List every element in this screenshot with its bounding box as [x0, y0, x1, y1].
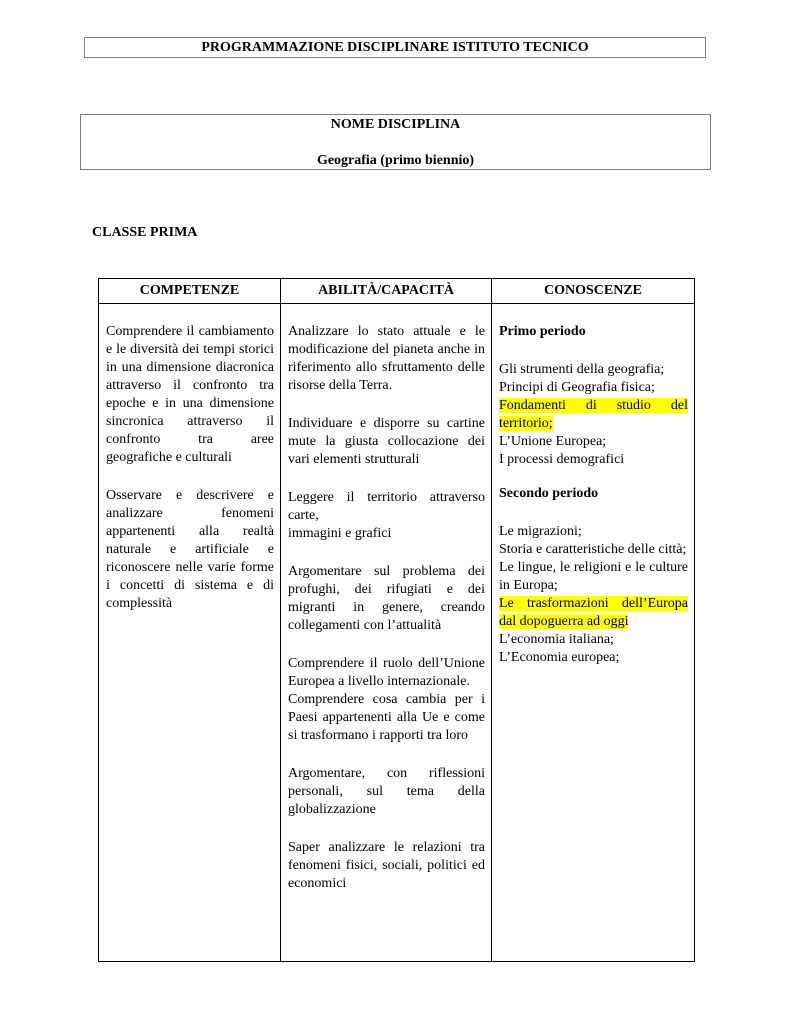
conoscenza-item: Le lingue, le religioni e le culture in Europa; [499, 560, 688, 593]
curriculum-table [98, 278, 695, 962]
subject-name: Geografia (primo biennio) [316, 153, 475, 168]
header-abilita: ABILITÀ/CAPACITÀ [281, 279, 492, 304]
period-title: Primo periodo [499, 324, 586, 339]
conoscenza-item: Principi di Geografia fisica; [499, 380, 655, 395]
competenze-cell [99, 304, 281, 962]
conoscenza-item-highlighted: Fondamenti di studio del territorio; [499, 398, 688, 431]
abilita-cell [281, 304, 492, 962]
conoscenze-cell [492, 304, 695, 962]
abilita-item: Argomentare, con riflessioni personali, sul tema della globalizzazione [288, 766, 485, 817]
conoscenza-item: L’Unione Europea; [499, 434, 607, 449]
conoscenza-item: L’Economia europea; [499, 650, 620, 665]
abilita-item: Comprendere cosa cambia per i Paesi appartenenti alla Ue e come si trasformano i rapporti tra loro [288, 692, 485, 743]
table-row [99, 304, 695, 962]
conoscenza-item: L’economia italiana; [499, 632, 614, 647]
abilita-item: Individuare e disporre su cartine mute la giusta collocazione dei vari elementi strutturali [288, 416, 485, 467]
abilita-item: Argomentare sul problema dei profughi, dei rifugiati e dei migranti in genere, creando collegamenti con l’attualità [288, 564, 485, 633]
competenza-item: Comprendere il cambiamento e le diversità dei tempi storici in una dimensione diacronica attraverso il confronto tra epoche e in una dimensione sincronica attraverso il confronto tra aree geografiche e culturali [106, 324, 274, 465]
period-title: Secondo periodo [499, 486, 599, 501]
subject-label: NOME DISCIPLINA [330, 117, 461, 132]
conoscenza-item: Storia e caratteristiche delle città; [499, 542, 687, 557]
abilita-item: Leggere il territorio attraverso carte, [288, 490, 485, 523]
abilita-item: Saper analizzare le relazioni tra fenomeni fisici, sociali, politici ed economici [288, 840, 485, 891]
header-conoscenze: CONOSCENZE [492, 279, 695, 304]
conoscenza-item: I processi demografici [499, 452, 625, 467]
abilita-item: immagini e grafici [288, 526, 392, 541]
subject-box [80, 114, 711, 170]
abilita-item: Comprendere il ruolo dell’Unione Europea a livello internazionale. [288, 656, 485, 689]
table-header-row [99, 279, 695, 304]
class-heading: CLASSE PRIMA [92, 225, 198, 240]
conoscenza-item: Gli strumenti della geografia; [499, 362, 665, 377]
competenza-item: Osservare e descrivere e analizzare fenomeni appartenenti alla realtà naturale e artificiale e riconoscere nelle varie forme i concetti di sistema e di complessità [106, 488, 274, 611]
abilita-item: Analizzare lo stato attuale e le modificazione del pianeta anche in riferimento allo sfruttamento delle risorse della Terra. [288, 324, 485, 393]
conoscenza-item-highlighted: Le trasformazioni dell’Europa dal dopoguerra ad oggi [499, 596, 688, 629]
conoscenza-item: Le migrazioni; [499, 524, 582, 539]
header-competenze: COMPETENZE [99, 279, 281, 304]
document-title: PROGRAMMAZIONE DISCIPLINARE ISTITUTO TECNICO [84, 37, 706, 58]
